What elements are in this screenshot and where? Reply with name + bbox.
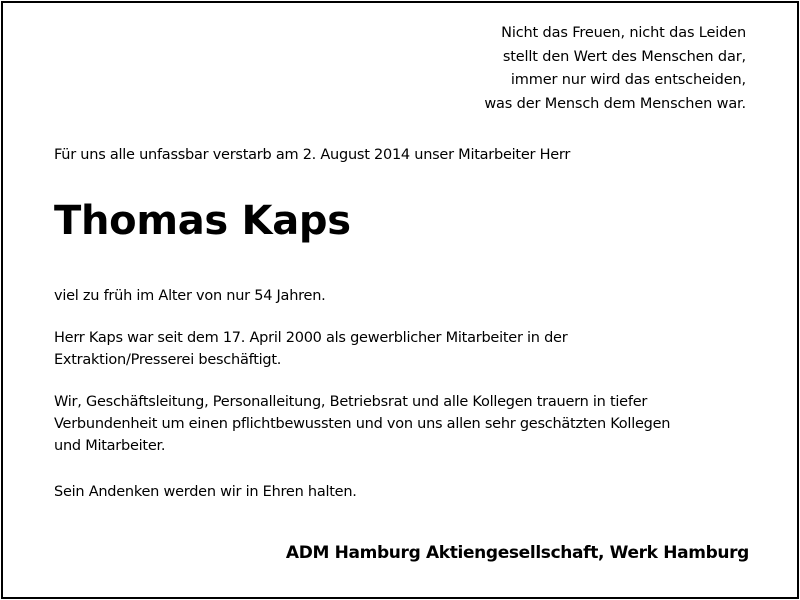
- employment-line: Herr Kaps war seit dem 17. April 2000 als gewerblicher Mitarbeiter in der: [54, 330, 568, 346]
- employment-paragraph: [54, 327, 567, 371]
- mourning-line: Wir, Geschäftsleitung, Personalleitung, Betriebsrat und alle Kollegen trauern in tiefer: [54, 394, 648, 410]
- quote-line: Nicht das Freuen, nicht das Leiden: [501, 25, 746, 41]
- memorial-quote: [484, 22, 746, 116]
- mourning-line: Verbundenheit um einen pflichtbewussten und von uns allen sehr geschätzten Kollegen: [54, 416, 671, 432]
- company-signature: ADM Hamburg Aktiengesellschaft, Werk Hamburg: [285, 543, 749, 563]
- employment-line: Extraktion/Presserei beschäftigt.: [54, 352, 282, 368]
- deceased-name: Thomas Kaps: [54, 198, 351, 244]
- quote-line: was der Mensch dem Menschen war.: [484, 95, 746, 112]
- remembrance-text: Sein Andenken werden wir in Ehren halten.: [54, 484, 357, 500]
- quote-line: immer nur wird das entscheiden,: [510, 72, 746, 88]
- mourning-line: und Mitarbeiter.: [54, 438, 166, 454]
- age-text: viel zu früh im Alter von nur 54 Jahren.: [54, 288, 326, 304]
- intro-text: Für uns alle unfassbar verstarb am 2. August 2014 unser Mitarbeiter Herr: [54, 147, 571, 163]
- mourning-paragraph: [54, 391, 670, 457]
- quote-line: stellt den Wert des Menschen dar,: [502, 48, 746, 65]
